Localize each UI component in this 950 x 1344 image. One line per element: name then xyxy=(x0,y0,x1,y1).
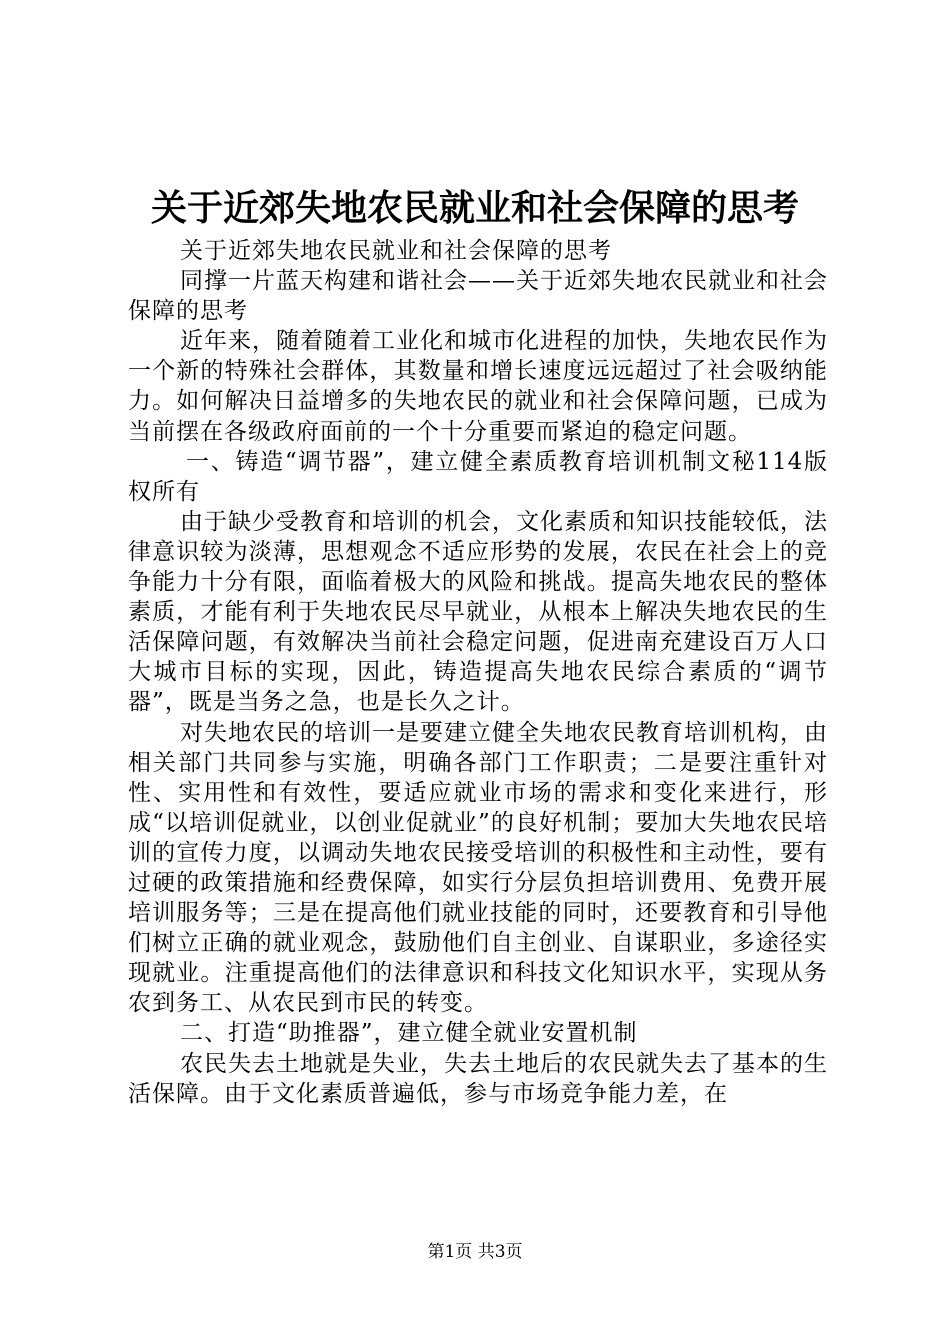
paragraph-heading: 同撑一片蓝天构建和谐社会——关于近郊失地农民就业和社会保障的思考 xyxy=(128,268,828,325)
paragraph-subtitle: 关于近郊失地农民就业和社会保障的思考 xyxy=(180,238,612,264)
paragraph-intro: 近年来，随着随着工业化和城市化进程的加快，失地农民作为一个新的特殊社会群体，其数量和增长速度远远超过了社会吸纳能力。如何解决日益增多的失地农民的就业和社会保障问题，已成为当前摆在各级政府面前的一个十分重要而紧迫的稳定问题。 xyxy=(128,328,828,445)
page-number-footer: 第1页 共3页 xyxy=(427,1242,523,1262)
section-heading-2: 二、打造“助推器”，建立健全就业安置机制 xyxy=(180,1020,638,1047)
document-body xyxy=(128,236,828,1109)
paragraph-section-1-a: 由于缺少受教育和培训的机会，文化素质和知识技能较低，法律意识较为淡薄，思想观念不适应形势的发展，农民在社会上的竞争能力十分有限，面临着极大的风险和挑战。提高失地农民的整体素质，才能有利于失地农民尽早就业，从根本上解决失地农民的生活保障问题，有效解决当前社会稳定问题，促进南充建设百万人口大城市目标的实现，因此，铸造提高失地农民综合素质的“调节器”，既是当务之急，也是长久之计。 xyxy=(128,508,828,716)
document-title: 关于近郊失地农民就业和社会保障的思考 xyxy=(150,187,799,229)
paragraph-section-2-a: 农民失去土地就是失业，失去土地后的农民就失去了基本的生活保障。由于文化素质普遍低，参与市场竞争能力差，在 xyxy=(128,1050,828,1107)
paragraph-section-1-b: 对失地农民的培训一是要建立健全失地农民教育培训机构，由相关部门共同参与实施，明确各部门工作职责；二是要注重针对性、实用性和有效性，要适应就业市场的需求和变化来进行，形成“以培训促就业，以创业促就业”的良好机制；要加大失地农民培训的宣传力度，以调动失地农民接受培训的积极性和主动性，要有过硬的政策措施和经费保障，如实行分层负担培训费用、免费开展培训服务等；三是在提高他们就业技能的同时，还要教育和引导他们树立正确的就业观念，鼓励他们自主创业、自谋职业，多途径实现就业。注重提高他们的法律意识和科技文化知识水平，实现从务农到务工、从农民到市民的转变。 xyxy=(128,719,828,1017)
section-heading-1: 一、铸造“调节器”，建立健全素质教育培训机制文秘114版权所有 xyxy=(128,448,828,505)
